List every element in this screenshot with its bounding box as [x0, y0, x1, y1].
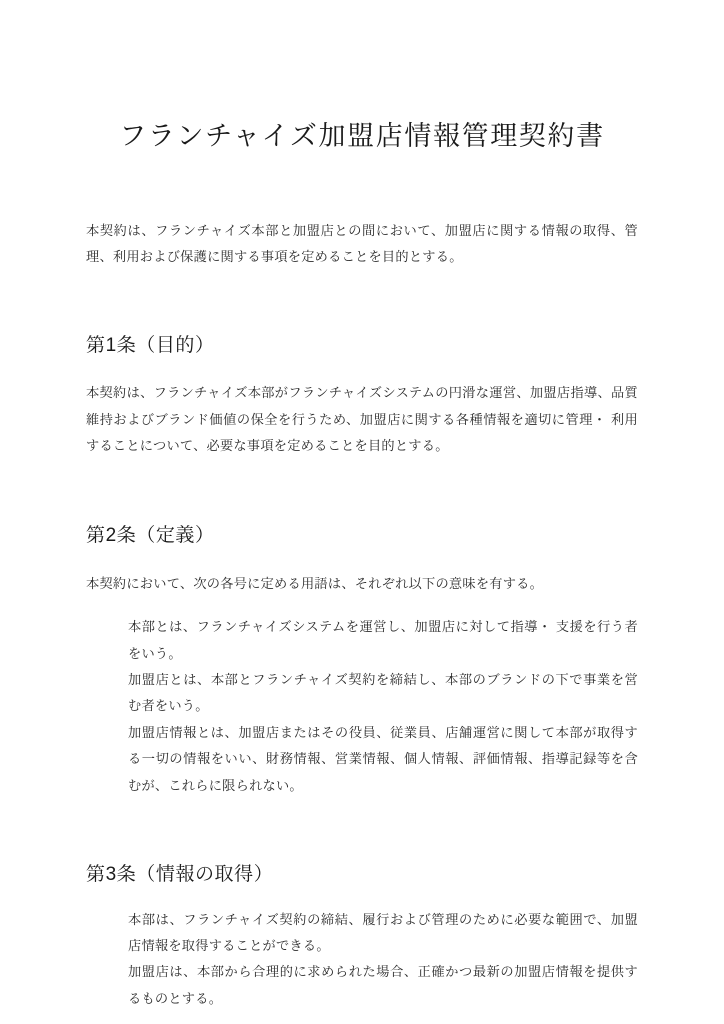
document-content [86, 0, 638, 1012]
page-title: フランチャイズ加盟店情報管理契約書 [119, 121, 605, 151]
list-item: 加盟店情報とは、加盟店またはその役員、従業員、店舗運営に関して本部が取得する一切の情報をいい、財務情報、営業情報、個人情報、評価情報、指導記録等を含むが、これらに限られない。 [128, 724, 638, 793]
article-1-heading: 第1条（目的） [86, 334, 215, 356]
preamble-paragraph: 本契約は、フランチャイズ本部と加盟店との間において、加盟店に関する情報の取得、管理、利用および保護に関する事項を定めることを目的とする。 [86, 222, 638, 265]
article-3-clause-list [86, 890, 638, 1013]
article-2-body: 本契約において、次の各号に定める用語は、それぞれ以下の意味を有する。 [86, 575, 544, 591]
article-3-heading: 第3条（情報の取得） [86, 864, 274, 886]
article-2-heading: 第2条（定義） [86, 525, 215, 547]
article-2-definition-list [86, 597, 638, 799]
list-item: 本部は、フランチャイズ契約の締結、履行および管理のために必要な範囲で、加盟店情報を取得することができる。 [128, 911, 638, 953]
list-item: 加盟店は、本部から合理的に求められた場合、正確かつ最新の加盟店情報を提供するものとする。 [128, 964, 638, 1006]
article-1-body: 本契約は、フランチャイズ本部がフランチャイズシステムの円滑な運営、加盟店指導、品質維持およびブランド価値の保全を行うため、加盟店に関する各種情報を適切に管理・ 利用することについて、必要な事項を定めることを目的とする。 [86, 385, 638, 453]
list-item: 加盟店とは、本部とフランチャイズ契約を締結し、本部のブランドの下で事業を営む者をいう。 [128, 672, 638, 714]
list-item: 本部とは、フランチャイズシステムを運営し、加盟店に対して指導・ 支援を行う者をいう。 [128, 619, 638, 661]
